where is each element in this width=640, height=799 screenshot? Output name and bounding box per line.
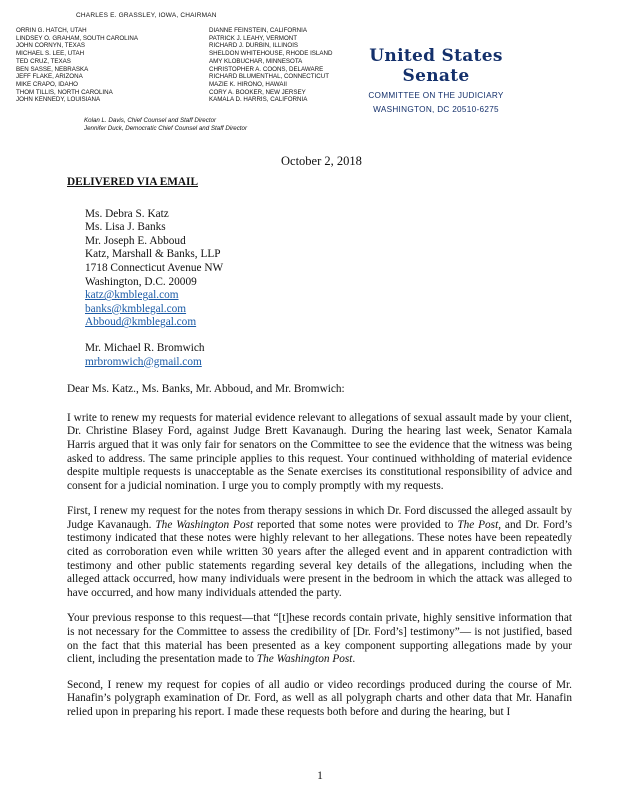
member: PATRICK J. LEAHY, VERMONT: [209, 34, 298, 42]
member: JOHN CORNYN, TEXAS: [16, 42, 85, 50]
senate-title: United States Senate: [369, 46, 503, 86]
member: MAZIE K. HIRONO, HAWAII: [209, 80, 287, 88]
letter-date: October 2, 2018: [281, 154, 362, 168]
chairman-line: CHARLES E. GRASSLEY, IOWA, CHAIRMAN: [76, 12, 217, 19]
director-line: Jennifer Duck, Democratic Chief Counsel and Staff Director: [84, 125, 248, 132]
email-link[interactable]: banks@kmblegal.com: [85, 302, 187, 315]
address-line: Katz, Marshall & Banks, LLP: [85, 248, 221, 261]
address-line: Ms. Lisa J. Banks: [85, 221, 166, 234]
address-line: Ms. Debra S. Katz: [85, 207, 169, 220]
letter-body: [67, 176, 572, 732]
member: CORY A. BOOKER, NEW JERSEY: [209, 88, 306, 96]
senate-letterhead: [346, 46, 526, 114]
member: MIKE CRAPO, IDAHO: [16, 80, 78, 88]
members-left: [16, 27, 191, 104]
email-link[interactable]: mrbromwich@gmail.com: [85, 355, 202, 368]
member: JEFF FLAKE, ARIZONA: [16, 73, 83, 81]
paragraph: Your previous response to this request—that “[t]hese records contain private, highly sensitive information that is not necessary for the Committee to assess the credibility of [Dr. Ford’s] testimony”— is not justified, based on the fact that this material has been presented as a key component supporting allegations made by your client, including the presentation made to The Washington Post.: [67, 612, 572, 666]
member: AMY KLOBUCHAR, MINNESOTA: [209, 57, 303, 65]
paragraph: First, I renew my request for the notes from therapy sessions in which Dr. Ford discussed the alleged assault by Judge Kavanaugh. The Washington Post reported that some notes were provided to The Post, and Dr. Ford’s testimony indicated that these notes were highly relevant to her allegations. These notes have been repeatedly cited as corroboration even while written 30 years after the alleged event and in apparent contradiction with testimony and other public statements regarding several key details of the allegations, including when the alleged attack occurred, how many individuals were present in the bedroom in which the attack was alleged to have occurred, and how many individuals attended the party.: [67, 505, 573, 599]
member: RICHARD BLUMENTHAL, CONNECTICUT: [209, 73, 329, 81]
page-number: 1: [317, 770, 323, 782]
committee-name: COMMITTEE ON THE JUDICIARY: [368, 91, 504, 100]
paragraph: Second, I renew my request for copies of all audio or video recordings produced during the course of Mr. Hanafin’s polygraph examination of Dr. Ford, as well as all polygraph charts and other data that Mr. Hanafin relied upon in preparing his report. I made these requests both before and during the hearing, but I: [67, 678, 572, 718]
address-line: Washington, D.C. 20009: [85, 275, 197, 288]
member: TED CRUZ, TEXAS: [16, 57, 71, 65]
recipient-block-2: [85, 342, 572, 369]
paragraph: I write to renew my requests for material evidence relevant to allegations of sexual assault made by your client, Dr. Christine Blasey Ford, against Judge Brett Kavanaugh. During the hearing last week, Senator Kamala Harris argued that it was only fair for senators on the Committee to see the evidence that the witness was being asked to address. The same principle applies to this request. Your continued withholding of material evidence despite multiple requests is unacceptable as the Senate exercises its constitutional responsibility of advice and consent for a judicial nomination. I urge you to comply promptly with my requests.: [67, 411, 572, 492]
member: KAMALA D. HARRIS, CALIFORNIA: [209, 96, 308, 104]
address-line: Mr. Michael R. Bromwich: [85, 341, 205, 354]
committee-members: [16, 27, 384, 104]
committee-location: WASHINGTON, DC 20510-6275: [373, 105, 499, 114]
member: SHELDON WHITEHOUSE, RHODE ISLAND: [209, 50, 333, 58]
recipient-block-1: [85, 208, 572, 330]
member: LINDSEY O. GRAHAM, SOUTH CAROLINA: [16, 34, 138, 42]
staff-directors: [84, 117, 247, 133]
email-link[interactable]: katz@kmblegal.com: [85, 289, 179, 302]
member: THOM TILLIS, NORTH CAROLINA: [16, 88, 113, 96]
director-line: Kolan L. Davis, Chief Counsel and Staff Director: [84, 117, 217, 124]
address-line: 1718 Connecticut Avenue NW: [85, 261, 224, 274]
delivery-method: DELIVERED VIA EMAIL: [67, 176, 198, 188]
member: JOHN KENNEDY, LOUISIANA: [16, 96, 101, 104]
member: CHRISTOPHER A. COONS, DELAWARE: [209, 65, 324, 73]
member: MICHAEL S. LEE, UTAH: [16, 50, 85, 58]
member: ORRIN G. HATCH, UTAH: [16, 27, 87, 34]
email-link[interactable]: Abboud@kmblegal.com: [85, 316, 197, 329]
member: DIANNE FEINSTEIN, CALIFORNIA: [209, 27, 307, 34]
salutation: Dear Ms. Katz., Ms. Banks, Mr. Abboud, and Mr. Bromwich:: [67, 383, 345, 396]
address-line: Mr. Joseph E. Abboud: [85, 234, 186, 247]
member: BEN SASSE, NEBRASKA: [16, 65, 89, 73]
member: RICHARD J. DURBIN, ILLINOIS: [209, 42, 299, 50]
